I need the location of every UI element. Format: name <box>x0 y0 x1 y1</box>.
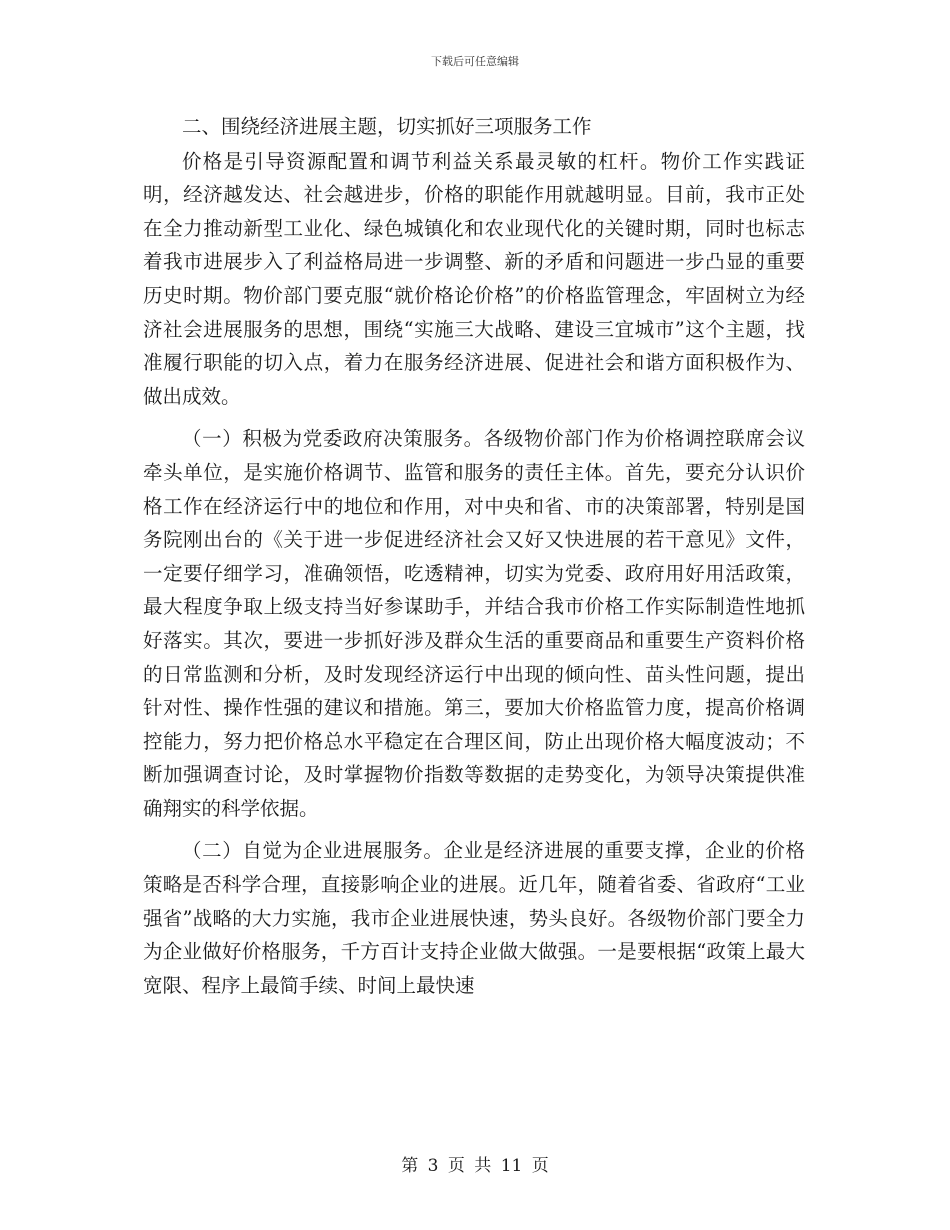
page-number: 第 3 页 共 11 页 <box>401 1156 549 1176</box>
paragraph-price-role: 价格是引导资源配置和调节利益关系最灵敏的杠杆。物价工作实践证明，经济越发达、社会越进步，价格的职能作用就越明显。目前，我市正处在全力推动新型工业化、绿色城镇化和农业现代化的关键时期，同时也标志着我市进展步入了利益格局进一步调整、新的矛盾和问题进一步凸显的重要历史时期。物价部门要克服“就价格论价格”的价格监管理念，牢固树立为经济社会进展服务的思想，围绕“实施三大战略、建设三宜城市”这个主题，找准履行职能的切入点，着力在服务经济进展、促进社会和谐方面积极作为、做出成效。 <box>143 149 805 408</box>
header-note: 下载后可任意编辑 <box>431 55 519 68</box>
document-body <box>143 110 805 1002</box>
section-heading: 二、围绕经济进展主题，切实抓好三项服务工作 <box>182 115 592 138</box>
paragraph-enterprise-service: （二）自觉为企业进展服务。企业是经济进展的重要支撑，企业的价格策略是否科学合理，直接影响企业的进展。近几年，随着省委、省政府“工业强省”战略的大力实施，我市企业进展快速，势头良好。各级物价部门要全力为企业做好价格服务，千方百计支持企业做大做强。一是要根据“政策上最大宽限、程序上最简手续、时间上最快速 <box>143 839 805 997</box>
paragraph-decision-service: （一）积极为党委政府决策服务。各级物价部门作为价格调控联席会议牵头单位，是实施价格调节、监管和服务的责任主体。首先，要充分认识价格工作在经济运行中的地位和作用，对中央和省、市的决策部署，特别是国务院刚出台的《关于进一步促进经济社会又好又快进展的若干意见》文件，一定要仔细学习，准确领悟，吃透精神，切实为党委、政府用好用活政策，最大程度争取上级支持当好参谋助手，并结合我市价格工作实际制造性地抓好落实。其次，要进一步抓好涉及群众生活的重要商品和重要生产资料价格的日常监测和分析，及时发现经济运行中出现的倾向性、苗头性问题，提出针对性、操作性强的建议和措施。第三，要加大价格监管力度，提高价格调控能力，努力把价格总水平稳定在合理区间，防止出现价格大幅度波动；不断加强调查讨论，及时掌握物价指数等数据的走势变化，为领导决策提供准确翔实的科学依据。 <box>143 427 805 820</box>
